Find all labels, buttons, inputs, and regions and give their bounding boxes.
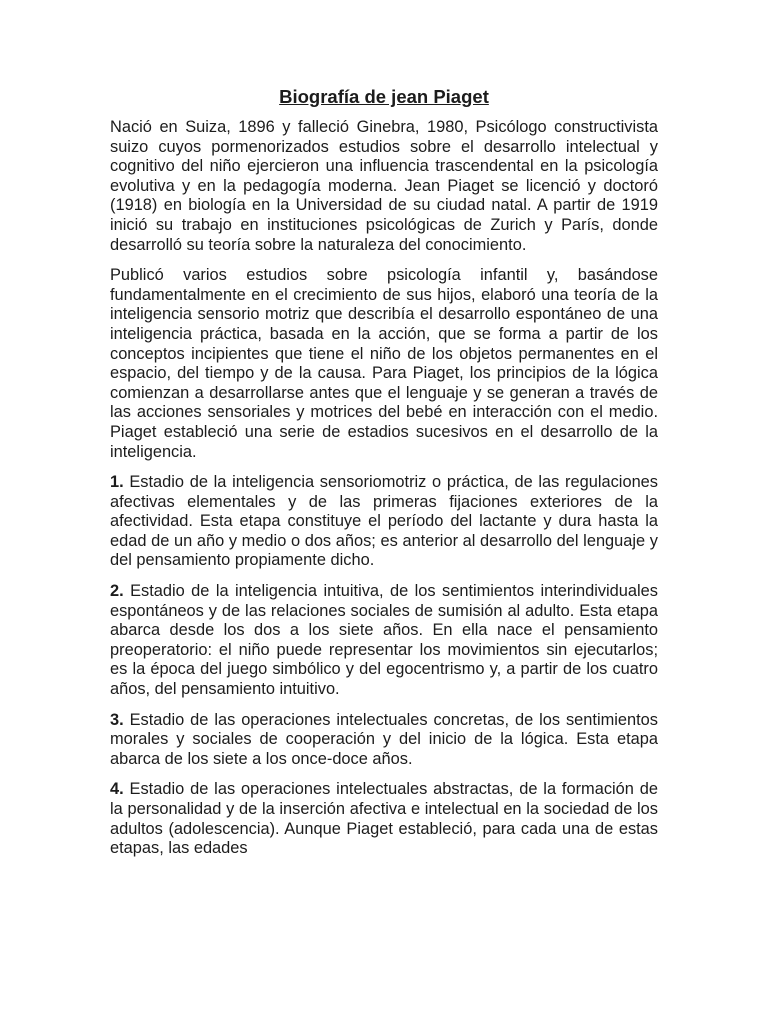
stage-number: 1. [110,473,124,492]
stage-1 [110,473,658,571]
stage-3 [110,711,658,770]
paragraph-birth: Nació en Suiza, 1896 y falleció Ginebra, 1980, Psicólogo constructivista suizo cuyos pormenorizados estudios sobre el desarrollo intelectual y cognitivo del niño ejercieron una influencia trascendental en la psicología evolutiva y en la pedagogía moderna. Jean Piaget se licenció y doctoró (1918) en biología en la Universidad de su ciudad natal. A partir de 1919 inició su trabajo en instituciones psicológicas de Zurich y París, donde desarrolló su teoría sobre la naturaleza del conocimiento. [110,118,658,254]
stage-number: 3. [110,710,124,729]
stage-text: Estadio de las operaciones intelectuales concretas, de los sentimientos morales y sociales de cooperación y del inicio de la lógica. Esta etapa abarca de los siete a los once-doce años. [110,710,658,768]
stage-text: Estadio de las operaciones intelectuales abstractas, de la formación de la personalidad y de la inserción afectiva e intelectual en la sociedad de los adultos (adolescencia). Aunque Piaget estableció, para cada una de estas etapas, las edades [110,780,658,858]
stage-4 [110,780,658,858]
stage-number: 2. [110,582,124,601]
stage-number: 4. [110,780,124,799]
document-title: Biografía de jean Piaget [279,86,489,107]
paragraph-studies: Publicó varios estudios sobre psicología infantil y, basándose fundamentalmente en el crecimiento de sus hijos, elaboró una teoría de la inteligencia sensorio motriz que describía el desarrollo espontáneo de una inteligencia práctica, basada en la acción, que se forma a partir de los conceptos incipientes que tiene el niño de los objetos permanentes en el espacio, del tiempo y de la causa. Para Piaget, los principios de la lógica comienzan a desarrollarse antes que el lenguaje y se generan a través de las acciones sensoriales y motrices del bebé en interacción con el medio. Piaget estableció una serie de estadios sucesivos en el desarrollo de la inteligencia. [110,266,658,461]
stage-2 [110,582,658,700]
stage-text: Estadio de la inteligencia intuitiva, de los sentimientos interindividuales espontáneos y de las relaciones sociales de sumisión al adulto. Esta etapa abarca desde los dos a los siete años. En ella nace el pensamiento preoperatorio: el niño puede representar los movimientos sin ejecutarlos; es la época del juego simbólico y del egocentrismo y, a partir de los cuatro años, del pensamiento intuitivo. [110,582,658,699]
stage-text: Estadio de la inteligencia sensoriomotriz o práctica, de las regulaciones afectivas elementales y de las primeras fijaciones exteriores de la afectividad. Esta etapa constituye el período del lactante y dura hasta la edad de un año y medio o dos años; es anterior al desarrollo del lenguaje y del pensamiento propiamente dicho. [110,473,658,570]
document-page [110,86,658,870]
